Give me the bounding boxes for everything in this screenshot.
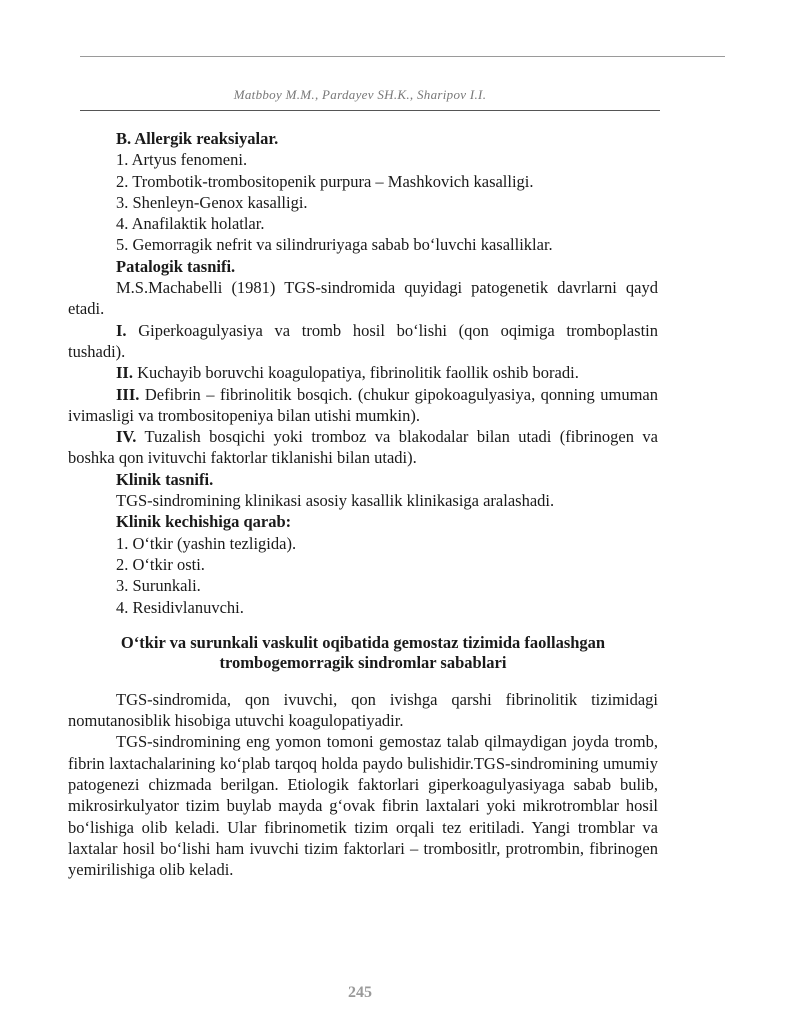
- list-item: 4. Anafilaktik holatlar.: [116, 214, 265, 234]
- phase-item: III. Defibrin – fibrinolitik bosqich. (chukur gipokoagulyasiya, qonning umuman ivimasligi va trombositopeniya bilan utishi mumkin).: [68, 384, 658, 425]
- phase-item: II. Kuchayib boruvchi koagulopatiya, fibrinolitik faollik oshib boradi.: [116, 363, 579, 383]
- allergic-reactions-heading: B. Allergik reaksiyalar.: [116, 129, 279, 148]
- phase-item: IV. Tuzalish bosqichi yoki tromboz va blakodalar bilan utadi (fibrinogen va boshka qon ivituvchi faktorlar tiklanishi bilan utadi).: [68, 427, 658, 468]
- list-item: 1. Artyus fenomeni.: [116, 150, 248, 170]
- list-item: 2. Trombotik-trombositopenik purpura – Mashkovich kasalligi.: [116, 171, 534, 191]
- clinical-text: TGS-sindromining klinikasi asosiy kasallik klinikasiga aralashadi.: [116, 491, 555, 511]
- phase-number: I.: [116, 320, 127, 340]
- list-item: 3. Shenleyn-Genox kasalligi.: [116, 192, 308, 212]
- phase-number: II.: [116, 363, 133, 383]
- phase-number: IV.: [116, 427, 137, 447]
- list-item: 4. Residivlanuvchi.: [116, 597, 244, 617]
- running-head: Matbboy M.M., Pardayev SH.K., Sharipov I.I.: [233, 87, 487, 102]
- clinical-heading: Klinik tasnifi.: [116, 469, 214, 489]
- page-number: 245: [348, 984, 372, 1001]
- phase-item: I. Giperkoagulyasiya va tromb hosil bo‘lishi (qon oqimiga tromboplastin tushadi).: [68, 320, 658, 361]
- top-rule: [80, 56, 725, 57]
- page-body: [68, 128, 658, 881]
- section-title: O‘tkir va surunkali vaskulit oqibatida gemostaz tizimida faollashgan trombogemorragik sindromlar sabablari: [120, 632, 606, 672]
- paragraph: TGS-sindromining eng yomon tomoni gemostaz talab qilmaydigan joyda tromb, fibrin laxtachalarining ko‘plab tarqoq holda paydo bulishidir.TGS-sindromining umumiy patogenezi chizmada berilgan. Etiologik faktorlari giperkoagulyasiyaga sabab bulib, mikrosirkulyator tizim buylab mayda g‘ovak fibrin laxtalari yoki mikrotromblar hosil bo‘lishiga olib keladi. Ular fibrinometik tizim orqali tez eritiladi. Yangi tromblar va laxtalar hosil bo‘lishi ham ivuvchi tizim faktorlari – trombositlr, protrombin, fibrinogen yemirilishiga olib keladi.: [68, 732, 658, 880]
- list-item: 3. Surunkali.: [116, 576, 201, 596]
- header-rule: [80, 110, 660, 111]
- phase-number: III.: [116, 384, 140, 404]
- course-heading: Klinik kechishiga qarab:: [116, 512, 292, 532]
- paragraph: TGS-sindromida, qon ivuvchi, qon ivishga qarshi fibrinolitik tizimidagi nomutanosiblik hisobiga utuvchi koagulopatiyadir.: [68, 689, 658, 731]
- list-item: 2. O‘tkir osti.: [116, 554, 205, 574]
- list-item: 5. Gemorragik nefrit va silindruriyaga sabab bo‘luvchi kasalliklar.: [116, 235, 553, 255]
- pathologic-intro: M.S.Machabelli (1981) TGS-sindromida quyidagi patogenetik davrlarni qayd etadi.: [68, 278, 658, 319]
- list-item: 1. O‘tkir (yashin tezligida).: [116, 533, 297, 553]
- pathologic-heading: Patalogik tasnifi.: [116, 256, 236, 276]
